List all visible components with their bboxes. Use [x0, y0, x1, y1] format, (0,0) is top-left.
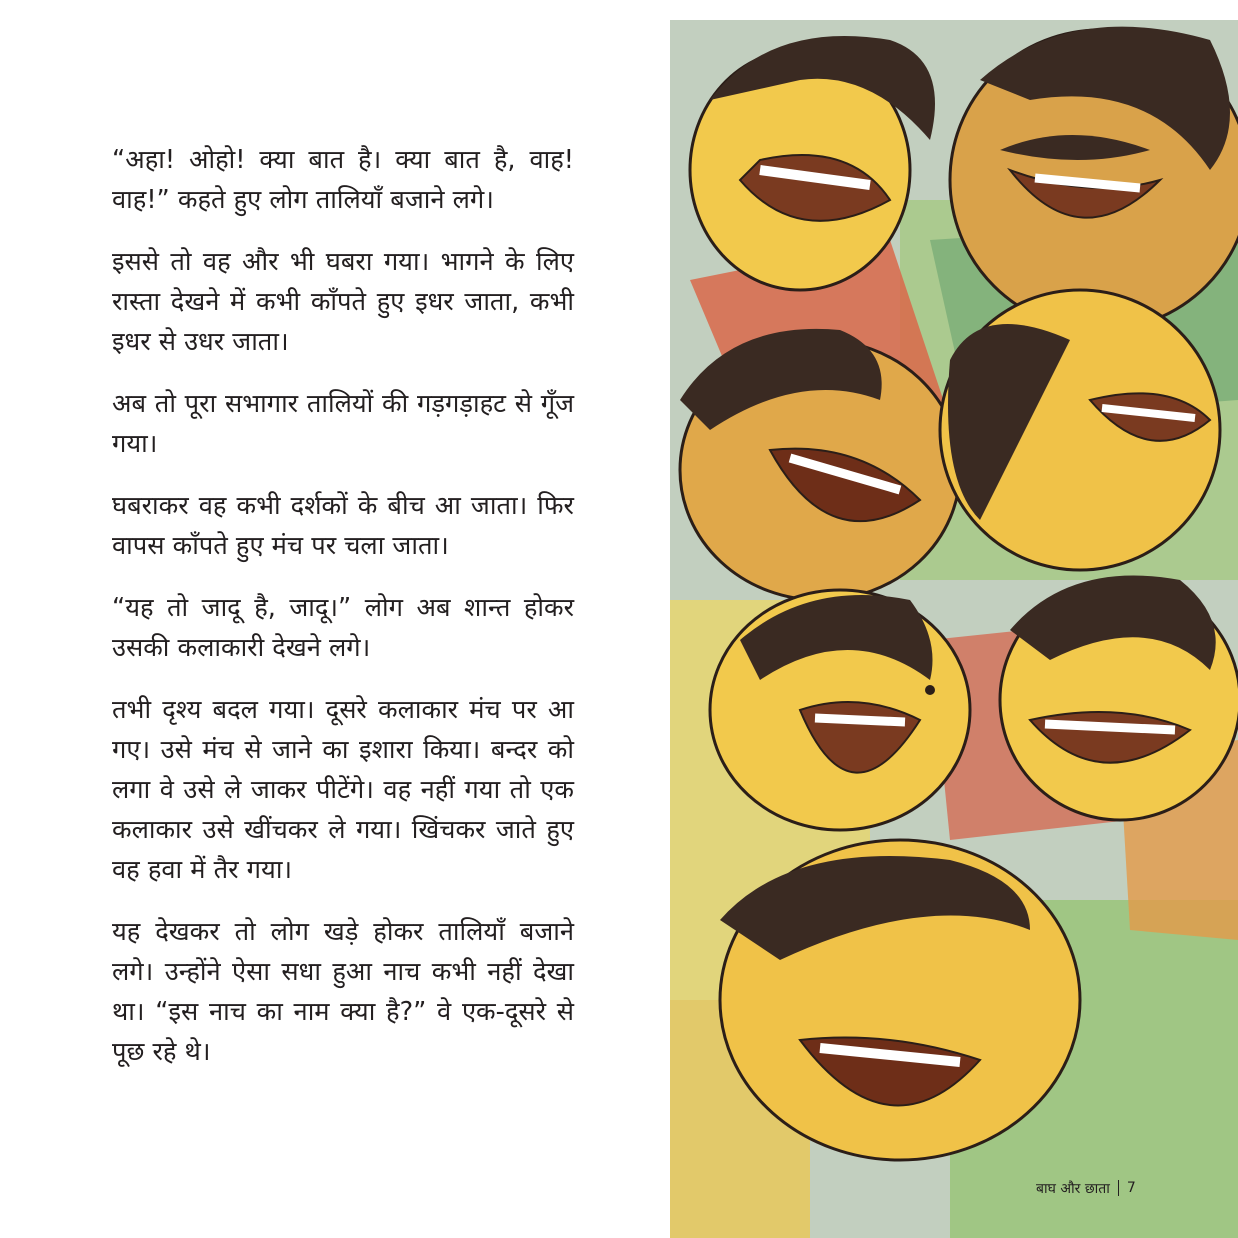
paragraph: यह देखकर तो लोग खड़े होकर तालियाँ बजाने लगे। उन्होंने ऐसा सधा हुआ नाच कभी नहीं देखा था। “इस नाच का नाम क्या है?” वे एक-दूसरे से पूछ रहे थे। — [112, 917, 574, 1067]
footer-divider — [1118, 1180, 1119, 1196]
page-number: 7 — [1126, 1180, 1136, 1196]
paragraph: “अहा! ओहो! क्या बात है। क्या बात है, वाह! वाह!” कहते हुए लोग तालियाँ बजाने लगे। — [112, 145, 574, 215]
paragraph: अब तो पूरा सभागार तालियों की गड़गड़ाहट से गूँज गया। — [112, 389, 574, 459]
laughing-crowd-illustration — [650, 0, 1238, 1238]
paragraph: “यह तो जादू है, जादू।” लोग अब शान्त होकर उसकी कलाकारी देखने लगे। — [112, 593, 574, 663]
book-title: बाघ और छाता — [1036, 1180, 1110, 1197]
paragraph: तभी दृश्य बदल गया। दूसरे कलाकार मंच पर आ गए। उसे मंच से जाने का इशारा किया। बन्दर को लगा वे उसे ले जाकर पीटेंगे। वह नहीं गया तो एक कलाकार उसे खींचकर ले गया। खिंचकर जाते हुए वह हवा में तैर गया। — [112, 695, 574, 885]
page-footer — [1036, 1174, 1206, 1202]
story-text — [112, 140, 574, 1094]
paragraph: घबराकर वह कभी दर्शकों के बीच आ जाता। फिर वापस काँपते हुए मंच पर चला जाता। — [112, 491, 574, 561]
paragraph: इससे तो वह और भी घबरा गया। भागने के लिए रास्ता देखने में कभी काँपते हुए इधर जाता, कभी इधर से उधर जाता। — [112, 247, 574, 357]
